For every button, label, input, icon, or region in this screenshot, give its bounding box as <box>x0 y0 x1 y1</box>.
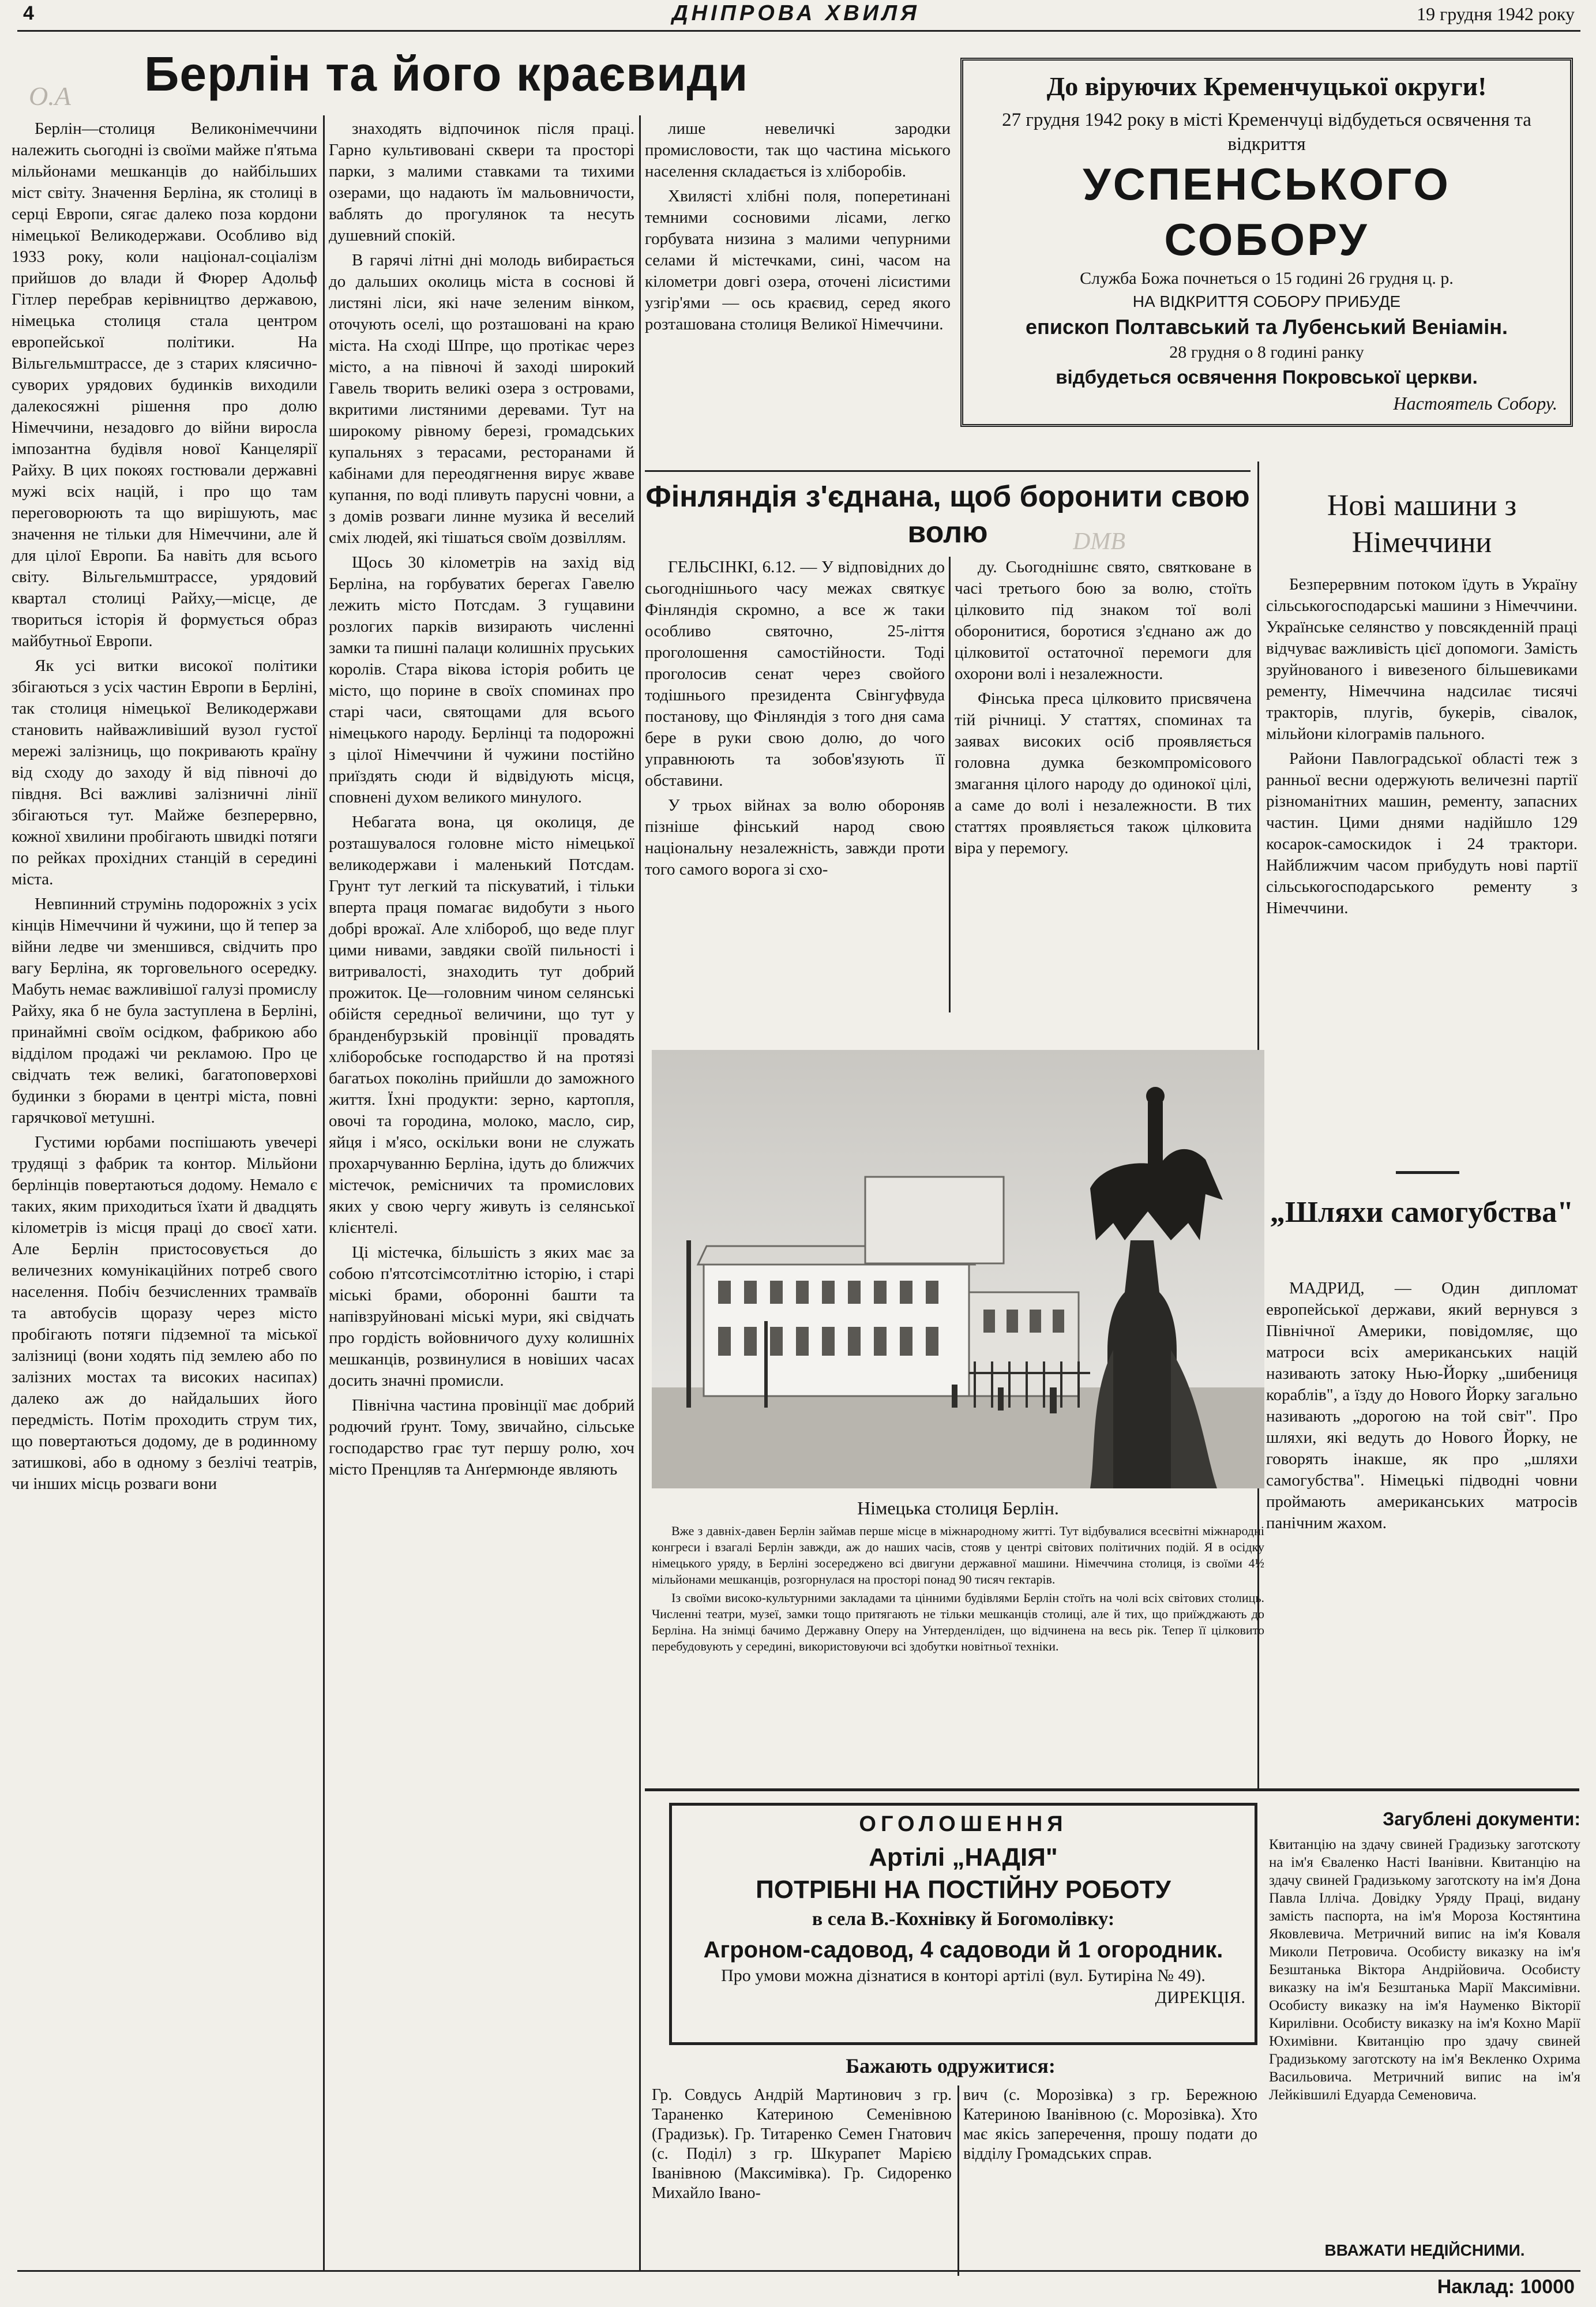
notice-heading: До віруючих Кременчуцької округи! <box>1046 72 1487 101</box>
paragraph: Гр. Совдусь Андрій Мартинович з гр. Тараненко Катериною Семенівною (Градизьк). Гр. Титаренко Семен Гнатович (с. Поділ) з гр. Шкурапет Марією Іванівною (Максимівка). Гр. Сидоренко Михайло Івано- <box>652 2086 952 2202</box>
paragraph: ду. Сьогоднішнє свято, святковане в часі третього бою за волю, стоїть цілковито під знаком тої волі оборонитися, боротися з'єднано аж до цілковитої остаточної перемоги для охорони волі і незалежности. <box>955 558 1252 683</box>
section-rule <box>645 1788 1579 1791</box>
berlin-column-3 <box>645 118 951 470</box>
notice-signature: Настоятель Собору. <box>1393 393 1557 414</box>
paragraph: ГЕЛЬСІНКІ, 6.12. — У відповідних до сьогоднішнього часу межах святкує Фінляндія скромно, а все ж таки особливо святочно, 25-ліття проголошення самостійности. Тоді проголосив сенат через свойого тодішнього президента Свінгуфвуда постанову, що Фінляндія з того дня сама бере в руки свою долю, до чого управнюють та зобов'язують її обставини. <box>645 558 945 790</box>
paragraph: У трьох війнах за волю обороняв пізніше фінський народ свою національну незалежність, завжди проти того самого ворога зі схо- <box>645 796 945 879</box>
notice-line: 27 грудня 1942 року в місті Кременчуці відбудеться освячення та відкриття <box>1002 110 1531 155</box>
ad-line: ПОТРІБНІ НА ПОСТІЙНУ РОБОТУ <box>756 1875 1171 1904</box>
berlin-column-1 <box>12 118 317 2267</box>
paragraph: вич (с. Морозівка) з гр. Бережною Катериною Іванівною (с. Морозівка). Хто має якісь заперечення, прошу подати до відділу Громадських справ. <box>963 2086 1257 2163</box>
column-rule <box>957 2085 959 2276</box>
photo-frame <box>652 1050 1264 1788</box>
berlin-opera-photo <box>652 1050 1264 1488</box>
margin-mark: DMB <box>1073 528 1125 555</box>
ad-signature: ДИРЕКЦІЯ. <box>1155 1988 1245 2007</box>
paragraph: Північна частина провінції має добрий родючий ґрунт. Тому, звичайно, сільське господарство грає тут першу ролю, хоч місто Пренцляв та Анґермюнде являють <box>329 1396 634 1479</box>
paragraph: Берлін—столиця Великонімеччини належить сьогодні із своїми майже п'ятьма мільйонами мешканців до найбільших міст світу. Значення Берліна, як столиці в серці Европи, сягає далеко поза кордони німецької Великодержави. Особливо від 1933 року, коли націонал-соціалізм прийшов до влади й Фюрер Адольф Гітлер перебрав керівництво державою, німецька столиця стала центром европейської політики. На Вільгельмштрассе, де з старих клясично-суворих урядових будинків виходили далекосяжні рішення про долю Німеччини, незадовго до війни виросла імпозантна будівля нової Канцелярії Райху. В цих покоях гостювали державні мужі всіх націй, і про що там переговорюють та що вирішують, має значення не тільки для Німеччини, але й для цілої Европи. Ба навіть для всього світу. Вільгельмштрассе, урядовий квартал столиці Райху,—місце, де твориться історія й формується образ майбутньої Европи. <box>12 119 317 650</box>
paper-title: ДНІПРОВА ХВИЛЯ <box>672 1 920 25</box>
lamp-post <box>764 1321 768 1408</box>
ad-line: в села В.-Кохнівку й Богомолівку: <box>812 1908 1115 1930</box>
rider-head <box>1146 1087 1165 1105</box>
lost-docs-body: Квитанцію на здачу свиней Градизьку заготскоту на ім'я Єваленко Насті Іванівни. Квитанцію на здачу свиней Градизькому заготскоту на ім'я Дона Павла Ілліча. Довідку Уряду Праці, видану замість паспорта, на ім'я Мороза Костянтина Яковлевича. Метричний випис на ім'я Коваля Миколи Петровича. Особисту виказку на ім'я Безштанька Віктора Андрійовича. Особисту виказку на ім'я Безштанька Марії Максимівни. Особисту виказку на ім'я Науменко Вікторії Кирилівни. Особисту виказку на ім'я Кохно Марії Юхимівни. Квитанцію про здачу свиней Градизькому заготскоту на ім'я Векленко Охрима Васильовича. Метричний випис на ім'я Лейківшилі Едуарда Семеновича. <box>1269 1837 1580 2103</box>
paragraph: МАДРИД, — Один дипломат европейської держави, який вернувся з Північної Америки, повідомляє, що матроси всіх американських націй називають затоку Нью-Йорку „шибениця кораблів", а їзду до Нового Йорку загально називають „дорогою на той світ". Про шляхи, які ведуть до Нового Йорку, не говорять інакше, як про „шляхи самогубства". Німецькі підводні човни проймають американських матросів панічним жахом. <box>1266 1279 1578 1532</box>
lost-docs-closing: ВВАЖАТИ НЕДІЙСНИМИ. <box>1324 2241 1525 2259</box>
finland-column-1 <box>645 557 945 1018</box>
suicide-title: „Шляхи самогубства" <box>1270 1196 1574 1229</box>
rider <box>1148 1102 1163 1165</box>
notice-bishop: епископ Полтавський та Лубенський Веніамін. <box>1026 315 1508 339</box>
ad-line: Артілі „НАДІЯ" <box>869 1843 1058 1871</box>
margin-mark: O.A <box>29 81 71 111</box>
paragraph: Безперервним потоком їдуть в Україну сільськогосподарські машини з Німеччини. Українське селянство у повсякденній праці відчуває важливість цієї допомоги. Замість зруйнованого і вивезеного більшевиками ременту, Німеччина надсилає тисячі тракторів, плугів, букерів, сівалок, мільйони кілограмів пального. <box>1266 575 1578 743</box>
notice-line: відбудеться освячення Покровської церкви. <box>1056 366 1478 388</box>
paragraph: Хвилясті хлібні поля, поперетинані темними сосновими лісами, легко горбувата низина з малими чепурними селами й містечками, сині, часом на кілометри довгі озера, оточені лісистими узгір'ями — ось краєвид, серед якого розташована столиця Великої Німеччини. <box>645 187 951 333</box>
finland-column-2 <box>955 557 1252 1018</box>
suicide-body <box>1266 1278 1578 1785</box>
berlin-column-2 <box>329 118 634 2267</box>
artil-ad-box <box>669 1803 1257 2045</box>
notice-line: Служба Божа почнеться о 15 годині 26 грудня ц. р. <box>1080 269 1454 288</box>
paragraph: Небагата вона, ця околиця, де розташувалося головне місто німецької великодержави і маленький Потсдам. Грунт тут легкий та піскуватий, і тільки вперта праця помагає видобути з нього добрі врожаї. Але хлібороб, що веде плуг цими нивами, завдяки своїй пильності і витривалості, знаходить тут добрий прожиток. Це—головним чином селянські обійстя середньої величини, що тут у бранденбурзькій провінції провадять хліборобське господарство й на протязі багатьох поколінь прийшли до заможного життя. Їхні продукти: зерно, картопля, овочі та городина, молоко, масло, сир, яйця і м'ясо, оскільки вони не служать прохарчуванню Берліна, ідуть до ближчих містечок, ремісничих та промислових яких у свою чергу живуть із селянської клієнтелі. <box>329 813 634 1237</box>
berlin-title: Берлін та його краєвиди <box>144 47 749 101</box>
circulation: Наклад: 10000 <box>1437 2276 1575 2298</box>
ad-header: ОГОЛОШЕННЯ <box>859 1812 1068 1836</box>
paragraph: Фінська преса цілковито присвячена тій річниці. У статтях, споминах та заявах високих осіб проявляється головна думка безкомпромісового змагання цілого народу до одинокої цілі, а саме до волі і незалежности. В тих статтях проявляється також цілковита віра у перемогу. <box>955 689 1252 857</box>
lost-docs-heading: Загублені документи: <box>1383 1809 1580 1829</box>
paragraph: Густими юрбами поспішають увечері трудящі з фабрик та контор. Мільйони берлінців повертаються додому. Немало є таких, яким приходиться їхати й двадцять кілометрів із місця праці до своєї хати. Але Берлін пристосовується до величезних комунікаційних потреб свого населення. Побіч безчисленних трамваїв та автобусів щоразу через місто пробігають потяги підземної та міської залізниці (вони ходять під землею або по залізних мостах та високих насипах) далеко аж до найдальших його передмість. Потім проходить струм тих, що повертаються додому, де в родинному затишкові, або в одному з безлічі театрів, чи інших місць розваги вони <box>12 1133 317 1493</box>
marriage-column-2 <box>963 2085 1257 2276</box>
church-notice-box <box>960 58 1573 427</box>
ad-line: Про умови можна дізнатися в конторі артілі (вул. Бутиріна № 49). <box>721 1966 1206 1985</box>
page-number: 4 <box>23 2 34 24</box>
paragraph: лише невеличкі зародки промисловости, так що частина міського населення складається із хліборобів. <box>645 119 951 181</box>
masthead-rule <box>17 30 1580 32</box>
photo-caption: Вже з давніх-давен Берлін займав перше місце в міжнародному житті. Тут відбувалися всесвітні міжнародні конгреси і взагалі Берлін завжди, аж до наших часів, стояв у центрі світових політичних подій. Я в осідку німецького уряду, в Берліні зосереджено всі двигуни державної машини. Німеччина столиця, із своїми 4½ мільйонами мешканців, розгорнулася на просторі понад 90 тисяч гектарів. <box>652 1524 1264 1586</box>
paragraph: Щось 30 кілометрів на захід від Берліна, на горбуватих берегах Гавелю лежить місто Потсдам. З гущавини розлогих парків визирають численні замки та пишні палаци колишніх пруських королів. Стара вікова історія робить це місто, що порине в своїх споминах про старі часи, святощами для всього німецького народу. Берлінці та подорожні з цілої Німеччини й чужини постійно приїздять сюди й відвідують місця, сповнені духом великого минулого. <box>329 553 634 806</box>
paragraph: Невпинний струмінь подорожніх з усіх кінців Німеччини й чужини, що й тепер за війни ледве чи зменшився, свідчить про вагу Берліна, як торговельного осередку. Мабуть немає важливішої галузі промислу Райху, яка б не була заступлена в Берліні, принаймні своїм осідком, фабрикою або відділом продажі чи рекламою. Про це свідчать теж великі, багатоповерхові будинки з бюрами в центрі міста, повні гарячкової метушні. <box>12 895 317 1127</box>
machines-body <box>1266 574 1578 1151</box>
column-rule <box>949 557 951 1012</box>
ad-line: Агроном-садовод, 4 садоводи й 1 огородник. <box>703 1937 1223 1963</box>
issue-date: 19 грудня 1942 року <box>1417 3 1575 24</box>
stage-tower <box>865 1177 1004 1263</box>
paragraph: Як усі витки високої політики збігаються з усіх частин Европи в Берліні, так столиця німецької Великодержави становить найважливіший вузол густої мережі залізниць, що покривають країну від сходу до заходу й від півночі до півдня. Всі важливі залізничні лінії збігаються тут. Майже безперервно, кожної хвилини пробігають швидкі потяги по рейках прохідних станцій в середині міста. <box>12 657 317 888</box>
notice-line: НА ВІДКРИТТЯ СОБОРУ ПРИБУДЕ <box>1132 292 1401 310</box>
finland-title: Фінляндія з'єднана, щоб боронити свою волю <box>645 480 1250 549</box>
marriage-heading: Бажають одружитися: <box>846 2054 1056 2077</box>
photo-caption: Із своїми високо-культурними закладами та цінними будівлями Берлін стоїть на чолі всіх світових столиць. Численні театри, музеї, замки тощо притягають не тільки мешканців столиці, але й тих, що приїжджають до Берліна. На знімці бачимо Державну Оперу на Унтерденліден, що відчинена на весь рік. Тепер її цілковито перебудовують у середині, використовуючи всі здобутки новітньої техніки. <box>652 1590 1264 1653</box>
machines-title: Нові машини з Німеччини <box>1327 489 1517 559</box>
paragraph: знаходять відпочинок після праці. Гарно культивовані сквери та просторі парки, з малими ставками та тихими озерами, що надають їм мальовничости, ваблять до прогулянок та несуть душевний спокій. <box>329 119 634 245</box>
column-rule <box>323 115 325 2270</box>
notice-cathedral: УСПЕНСЬКОГО СОБОРУ <box>1083 159 1451 265</box>
section-rule <box>645 470 1250 472</box>
section-rule <box>1396 1171 1459 1174</box>
notice-line: 28 грудня о 8 годині ранку <box>1169 343 1364 362</box>
paragraph: Райони Павлоградської області теж з ранньої весни одержують величезні партії різноманітних машин, ременту, запасних частин. Цими днями надійшло 129 косарок-самоскидок і 24 трактори. Найближчим часом прибудуть нові партії сільськогосподарського ременту з Німеччини. <box>1266 749 1578 917</box>
footer-rule <box>17 2270 1580 2272</box>
lamp-post <box>686 1240 691 1408</box>
paragraph: Ці містечка, більшість з яких має за собою п'ятсотсімсотлітню історію, і старі міські брами, оборонні башти та напівзруйновані міські мури, які свідчать про гордість войовничого духу колишніх мешканців, розвинулися в новіших часах досить значні промисли. <box>329 1243 634 1390</box>
column-rule <box>639 115 641 2270</box>
marriage-column-1 <box>652 2085 952 2276</box>
photo-caption-title: Німецька столиця Берлін. <box>857 1498 1059 1518</box>
paragraph: В гарячі літні дні молодь вибирається до дальших околиць міста в соснові й листяні ліси, які наче зеленим вінком, оточують оселі, що розташовані на краю міста. На сході Шпре, що протікає через місто, а на півночі й заході широкий Гавель творить великі озера з островами, вкритими листяними деревами. Тут на широкому рівному березі, громадських купальнях з терасами, ресторанами й кабінами для переодягнення вирує жваве купання, по воді пливуть парусні човни, а з домів розваги линне музика й веселий сміх людей, які тішаться своїм дозвіллям. <box>329 251 634 547</box>
